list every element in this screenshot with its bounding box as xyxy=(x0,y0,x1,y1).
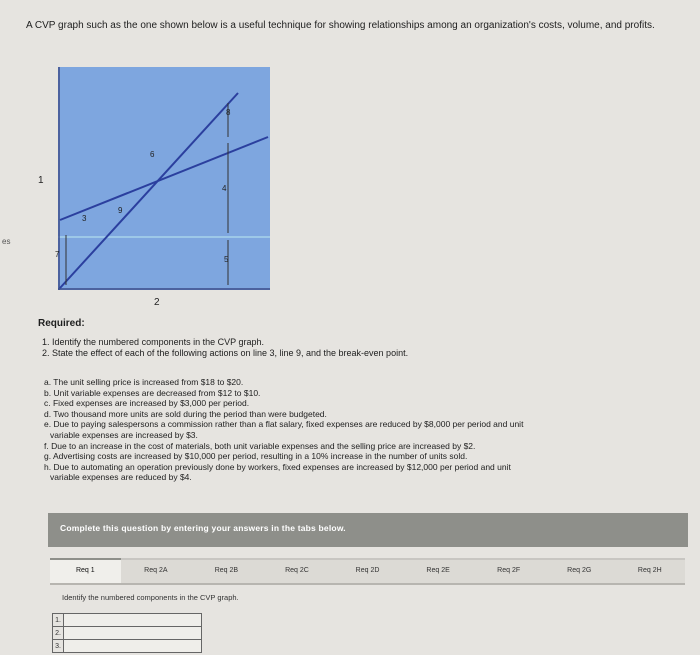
action-b: b. Unit variable expenses are decreased from $12 to $10. xyxy=(44,387,261,398)
cvp-graph-svg xyxy=(55,67,270,290)
label-4: 4 xyxy=(222,184,227,193)
label-2: 2 xyxy=(154,297,160,308)
question-1: 1. Identify the numbered components in the CVP graph. xyxy=(42,337,264,347)
action-e-cont: variable expenses are increased by $3. xyxy=(50,429,198,440)
answer-input[interactable] xyxy=(64,614,202,627)
label-7: 7 xyxy=(55,250,60,259)
label-1: 1 xyxy=(38,175,44,186)
answer-row-number: 3. xyxy=(53,640,64,653)
tab-req-2d[interactable]: Req 2D xyxy=(332,558,403,584)
label-3: 3 xyxy=(82,214,87,223)
question-2: 2. State the effect of each of the following actions on line 3, line 9, and the break-even point. xyxy=(42,348,409,358)
tab-req-2h[interactable]: Req 2H xyxy=(615,558,686,584)
instruction-banner: Complete this question by entering your answers in the tabs below. xyxy=(48,513,688,547)
label-5: 5 xyxy=(224,255,229,264)
cvp-graph xyxy=(55,67,270,290)
answer-input[interactable] xyxy=(64,640,202,653)
answer-row xyxy=(53,627,202,640)
action-h-cont: variable expenses are reduced by $4. xyxy=(50,472,192,483)
answer-input[interactable] xyxy=(64,627,202,640)
required-heading: Required: xyxy=(38,318,85,329)
action-list xyxy=(44,377,694,483)
label-8: 8 xyxy=(226,108,231,117)
action-e: e. Due to paying salespersons a commission rather than a flat salary, fixed expenses are reduced by $8,000 per period and unit xyxy=(44,419,524,430)
answer-row xyxy=(53,614,202,627)
action-h: h. Due to automating an operation previously done by workers, fixed expenses are increased by $12,000 per period and unit xyxy=(44,461,511,472)
answer-table xyxy=(52,613,202,653)
tab-req-1[interactable]: Req 1 xyxy=(50,558,121,584)
action-a: a. The unit selling price is increased from $18 to $20. xyxy=(44,377,244,387)
label-9: 9 xyxy=(118,206,123,215)
answer-row xyxy=(53,640,202,653)
tab-req-2e[interactable]: Req 2E xyxy=(403,558,474,584)
answer-row-number: 2. xyxy=(53,627,64,640)
tab-req-2b[interactable]: Req 2B xyxy=(191,558,262,584)
tab-req-2a[interactable]: Req 2A xyxy=(121,558,192,584)
answer-row-number: 1. xyxy=(53,614,64,627)
side-mark: es xyxy=(2,237,11,246)
action-g: g. Advertising costs are increased by $10,000 per period, resulting in a 10% increase in the number of units sold. xyxy=(44,451,468,462)
label-6: 6 xyxy=(150,150,155,159)
intro-text: A CVP graph such as the one shown below is a useful technique for showing relationships among an organization's costs, volume, and profits. xyxy=(26,20,655,31)
tab-divider xyxy=(50,583,685,585)
tab-req-2f[interactable]: Req 2F xyxy=(473,558,544,584)
req-tab-bar xyxy=(50,558,685,584)
tab-req-2c[interactable]: Req 2C xyxy=(262,558,333,584)
action-c: c. Fixed expenses are increased by $3,000 per period. xyxy=(44,398,250,409)
action-d: d. Two thousand more units are sold during the period than were budgeted. xyxy=(44,408,327,419)
question-list xyxy=(42,337,408,359)
action-f: f. Due to an increase in the cost of materials, both unit variable expenses and the selling price are increased by $2. xyxy=(44,440,476,451)
tab-instruction: Identify the numbered components in the CVP graph. xyxy=(62,593,239,602)
tab-req-2g[interactable]: Req 2G xyxy=(544,558,615,584)
